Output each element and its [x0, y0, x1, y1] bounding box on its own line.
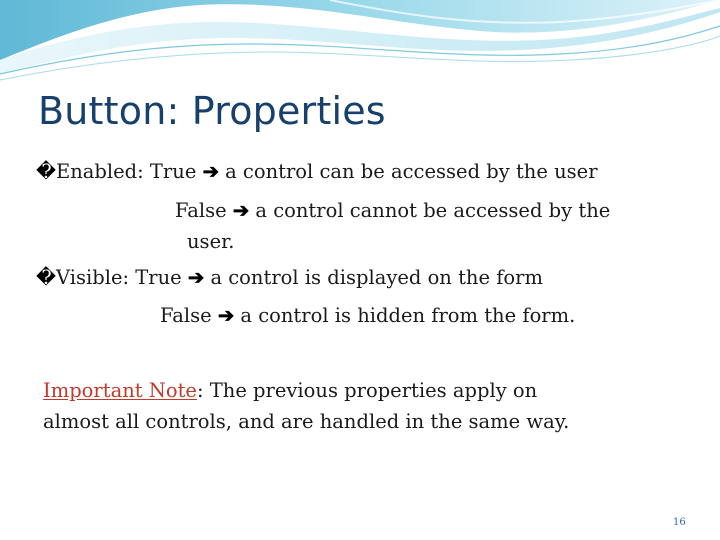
slide-title: Button: Properties	[38, 89, 386, 133]
arrow-right-icon: ➔	[217, 304, 235, 327]
important-note-text: : The previous properties apply on	[196, 379, 538, 402]
bullet-icon: �	[36, 160, 56, 183]
enabled-false-text: a control cannot be accessed by the	[255, 199, 611, 222]
enabled-label: Enabled: True	[56, 160, 197, 183]
important-note-label: Important Note	[43, 379, 197, 402]
important-note-line1	[43, 381, 537, 401]
visible-label: Visible: True	[56, 266, 182, 289]
enabled-true-text: a control can be accessed by the user	[225, 160, 598, 183]
visible-false-label: False	[160, 304, 212, 327]
slide-number: 16	[673, 517, 686, 528]
visible-false-text: a control is hidden from the form.	[240, 304, 576, 327]
visible-true-text: a control is displayed on the form	[210, 266, 543, 289]
header-wave-decoration	[0, 0, 720, 90]
arrow-right-icon: ➔	[202, 160, 219, 183]
enabled-false-label: False	[175, 199, 227, 222]
visible-false-line	[160, 306, 575, 326]
important-note-line2: almost all controls, and are handled in the same way.	[43, 410, 570, 433]
enabled-false-wrap: user.	[187, 230, 235, 253]
visible-true-line	[36, 268, 543, 288]
bullet-icon: �	[36, 266, 56, 289]
enabled-true-line	[36, 162, 598, 182]
arrow-right-icon: ➔	[187, 266, 205, 289]
arrow-right-icon: ➔	[232, 199, 250, 222]
enabled-false-line	[175, 201, 610, 221]
